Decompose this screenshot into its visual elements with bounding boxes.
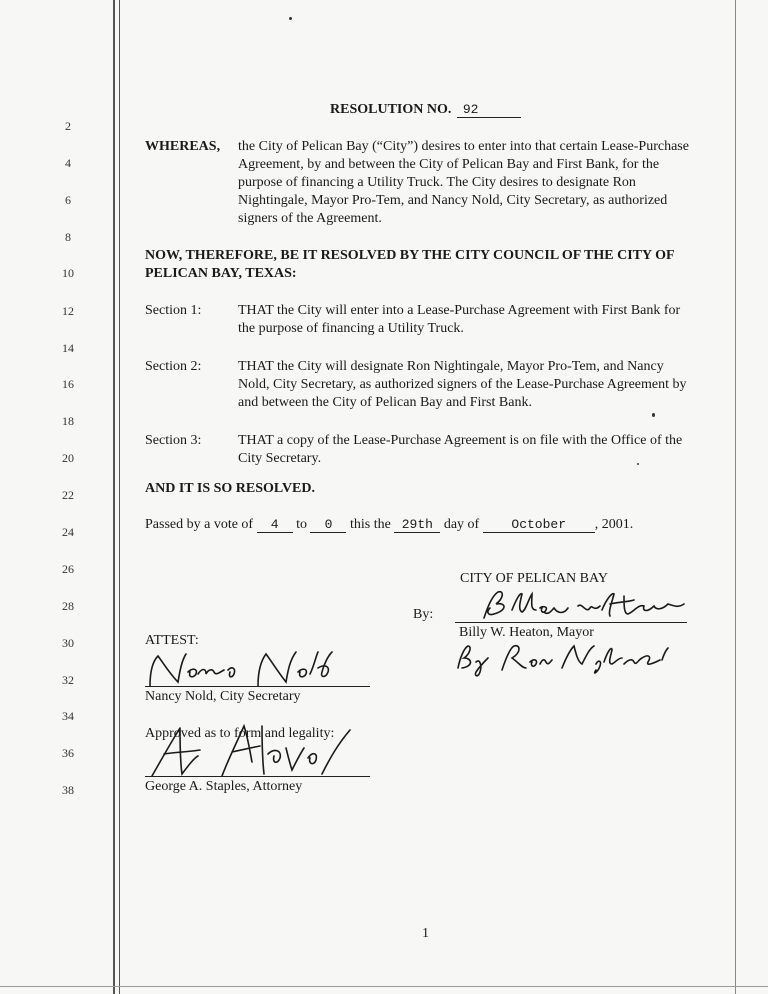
scan-speck — [289, 17, 292, 20]
line-number: 32 — [62, 673, 74, 687]
resolved-clause: NOW, THEREFORE, BE IT RESOLVED BY THE CITY COUNCIL OF THE CITY OF — [145, 248, 675, 263]
attest-label: ATTEST: — [145, 633, 199, 648]
section-1-text: the purpose of financing a Utility Truck. — [238, 321, 464, 336]
scan-speck — [652, 413, 655, 417]
attorney-signature-line — [145, 776, 370, 777]
scan-speck — [637, 463, 639, 465]
section-1-label: Section 1: — [145, 303, 202, 318]
whereas-line: Nightingale, Mayor Pro-Tem, and Nancy Nold, City Secretary, as authorized — [238, 193, 668, 208]
section-3-text: THAT a copy of the Lease-Purchase Agreement is on file with the Office of the — [238, 433, 683, 448]
secretary-signature-line — [145, 686, 370, 687]
line-number: 34 — [62, 709, 74, 723]
line-number: 24 — [62, 525, 74, 539]
vote-text: day of — [443, 517, 480, 532]
vote-month: October — [483, 517, 595, 533]
line-number: 20 — [62, 451, 74, 465]
mayor-name: Billy W. Heaton, Mayor — [459, 625, 594, 640]
section-3-label: Section 3: — [145, 433, 202, 448]
line-number: 6 — [65, 193, 71, 207]
line-number: 36 — [62, 746, 74, 760]
mayor-signature-line — [455, 622, 687, 623]
vote-text: Passed by a vote of — [145, 517, 254, 532]
attorney-signature — [140, 718, 380, 780]
by-label: By: — [413, 607, 434, 622]
section-2-text: Nold, City Secretary, as authorized signers of the Lease-Purchase Agreement by — [238, 377, 687, 392]
secretary-name: Nancy Nold, City Secretary — [145, 689, 301, 704]
page-number: 1 — [422, 926, 429, 941]
votes-for: 4 — [257, 517, 293, 533]
line-number: 10 — [62, 266, 74, 280]
section-2-text: and between the City of Pelican Bay and First Bank. — [238, 395, 532, 410]
resolution-number: 92 — [457, 102, 521, 118]
left-margin-rule — [113, 0, 115, 994]
vote-day: 29th — [394, 517, 440, 533]
resolution-title — [330, 101, 521, 119]
votes-against: 0 — [310, 517, 346, 533]
whereas-line: the City of Pelican Bay (“City”) desires to enter into that certain Lease-Purchase — [238, 139, 689, 154]
whereas-label: WHEREAS, — [145, 139, 221, 154]
so-resolved: AND IT IS SO RESOLVED. — [145, 481, 316, 496]
attorney-name: George A. Staples, Attorney — [145, 779, 303, 794]
whereas-line: purpose of financing a Utility Truck. The City desires to designate Ron — [238, 175, 636, 190]
secretary-signature — [140, 642, 370, 692]
left-margin-rule-inner — [119, 0, 120, 994]
line-number: 14 — [62, 341, 74, 355]
line-number: 28 — [62, 599, 74, 613]
line-number: 38 — [62, 783, 74, 797]
right-margin-rule — [735, 0, 736, 994]
pro-tem-signature — [452, 640, 672, 680]
line-number: 8 — [65, 230, 71, 244]
bottom-rule — [0, 986, 768, 987]
vote-line — [145, 516, 633, 534]
line-number: 2 — [65, 119, 71, 133]
line-number: 22 — [62, 488, 74, 502]
whereas-line: signers of the Agreement. — [238, 211, 382, 226]
resolved-clause: PELICAN BAY, TEXAS: — [145, 266, 297, 281]
section-2-text: THAT the City will designate Ron Nightingale, Mayor Pro-Tem, and Nancy — [238, 359, 664, 374]
whereas-line: Agreement, by and between the City of Pelican Bay and First Bank, for the — [238, 157, 660, 172]
line-number: 26 — [62, 562, 74, 576]
vote-year: , 2001. — [594, 517, 634, 532]
approved-label: Approved as to form and legality: — [145, 726, 335, 741]
section-3-text: City Secretary. — [238, 451, 322, 466]
line-number: 4 — [65, 156, 71, 170]
vote-text: to — [296, 517, 307, 532]
line-number: 12 — [62, 304, 74, 318]
section-1-text: THAT the City will enter into a Lease-Purchase Agreement with First Bank for — [238, 303, 681, 318]
title-label: RESOLUTION NO. — [330, 102, 452, 117]
line-number: 16 — [62, 377, 74, 391]
line-number: 18 — [62, 414, 74, 428]
vote-text: this the — [349, 517, 391, 532]
mayor-signature — [478, 588, 688, 622]
section-2-label: Section 2: — [145, 359, 202, 374]
city-heading: CITY OF PELICAN BAY — [460, 571, 608, 586]
line-number: 30 — [62, 636, 74, 650]
